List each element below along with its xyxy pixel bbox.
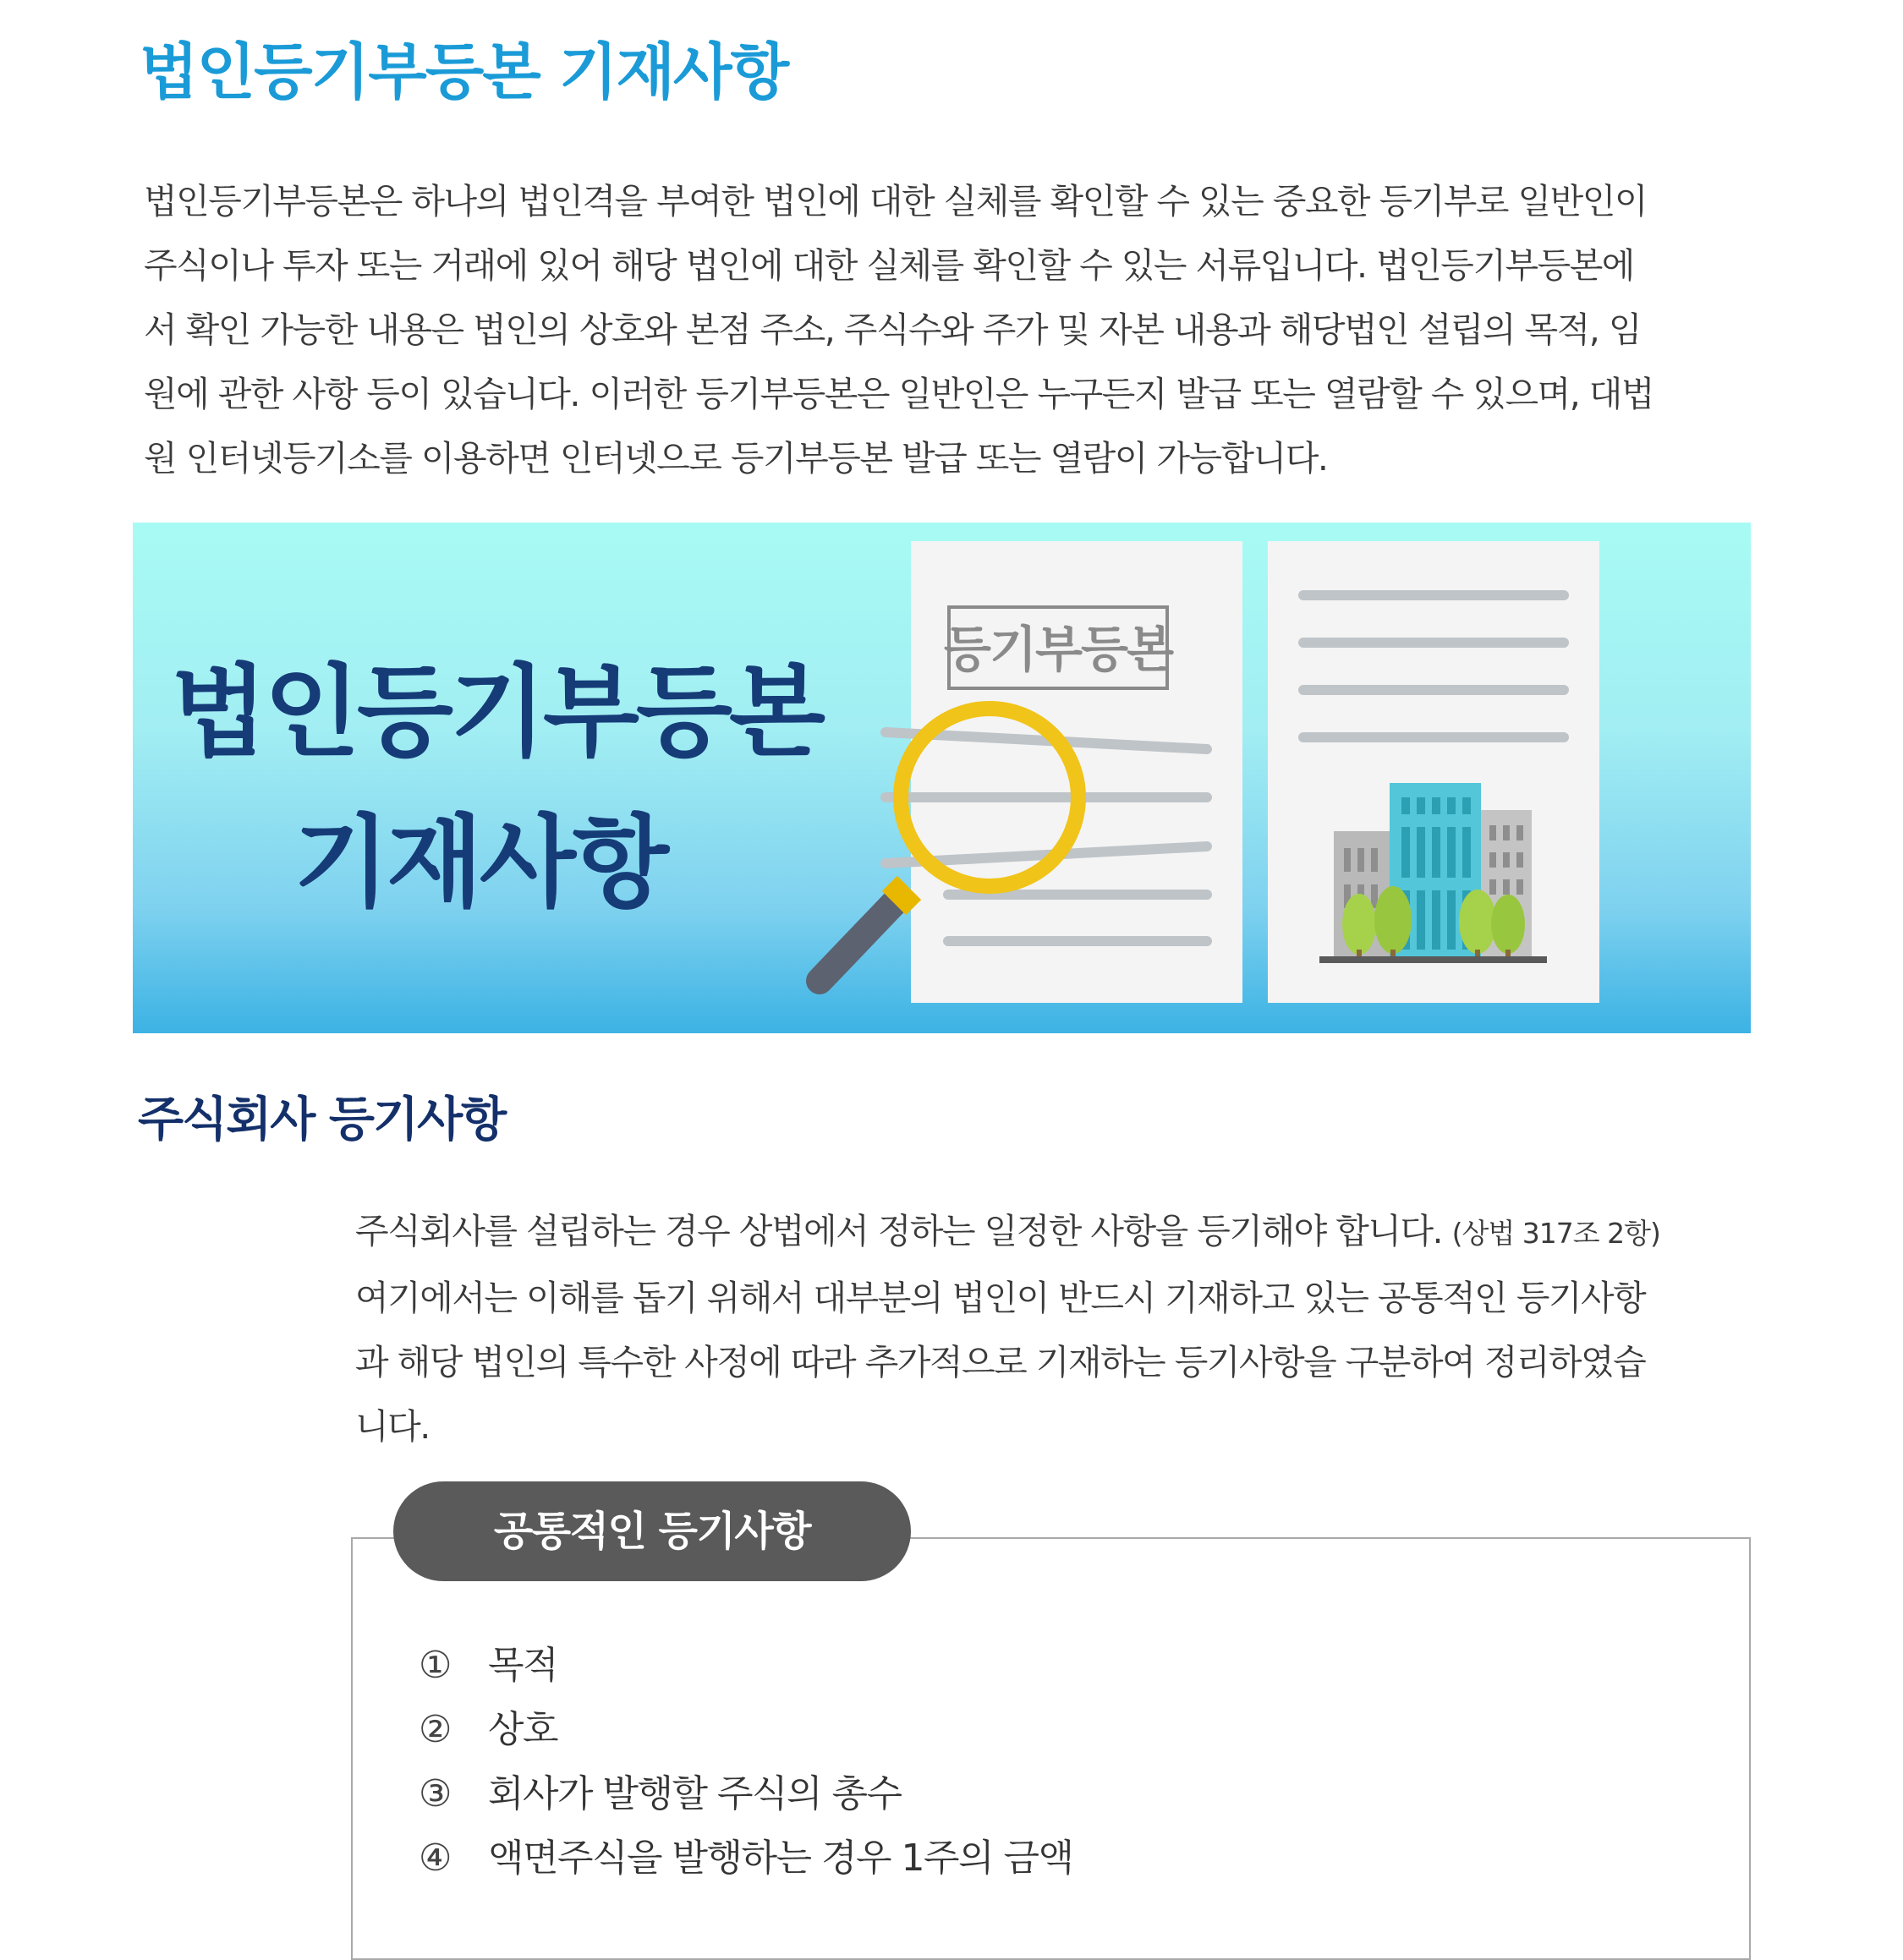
- intro-line: 서 확인 가능한 내용은 법인의 상호와 본점 주소, 주식수와 주가 및 자본 내용과 해당법인 설립의 목적, 임: [144, 309, 1641, 350]
- item-number: ②: [419, 1708, 451, 1751]
- item-number: ④: [419, 1837, 451, 1880]
- law-reference: (상법 317조 2항): [1451, 1217, 1660, 1250]
- banner-title-line2: 기재사항: [293, 804, 666, 921]
- item-text: 목적: [488, 1644, 558, 1687]
- list-item: [419, 1762, 1073, 1826]
- common-items-tab: 공통적인 등기사항: [393, 1481, 911, 1581]
- intro-line: 주식이나 투자 또는 거래에 있어 해당 법인에 대한 실체를 확인할 수 있는 서류입니다. 법인등기부등본에: [144, 245, 1634, 286]
- intro-line: 원 인터넷등기소를 이용하면 인터넷으로 등기부등본 발급 또는 열람이 가능합니다.: [144, 438, 1328, 479]
- common-items-list: [419, 1634, 1073, 1891]
- list-item: [419, 1698, 1073, 1762]
- banner-illustration: [133, 523, 1751, 1033]
- list-item: [419, 1634, 1073, 1698]
- list-item: [419, 1826, 1073, 1891]
- intro-line: 법인등기부등본은 하나의 법인격을 부여한 법인에 대한 실체를 확인할 수 있는 중요한 등기부로 일반인이: [144, 181, 1647, 222]
- item-text: 액면주식을 발행하는 경우 1주의 금액: [488, 1837, 1073, 1880]
- document-label: 등기부등본: [943, 621, 1173, 678]
- intro-line: 원에 관한 사항 등이 있습니다. 이러한 등기부등본은 일반인은 누구든지 발급 또는 열람할 수 있으며, 대법: [144, 374, 1653, 414]
- section-title: 주식회사 등기사항: [138, 1092, 506, 1147]
- item-number: ①: [419, 1644, 451, 1687]
- section-paragraph: [355, 1199, 1759, 1459]
- document-left-icon: [886, 541, 1242, 1003]
- banner-title-line1: 법인등기부등본: [171, 654, 822, 770]
- section-line: 여기에서는 이해를 돕기 위해서 대부분의 법인이 반드시 기재하고 있는 공통적인 등기사항: [355, 1278, 1646, 1318]
- item-text: 상호: [488, 1708, 558, 1751]
- section-line-text: 주식회사를 설립하는 경우 상법에서 정하는 일정한 사항을 등기해야 합니다.: [355, 1211, 1443, 1251]
- section-line: 니다.: [355, 1406, 430, 1447]
- banner-image: [133, 523, 1751, 1033]
- item-number: ③: [419, 1772, 451, 1815]
- section-line: [355, 1199, 1759, 1266]
- section-line: 과 해당 법인의 특수한 사정에 따라 추가적으로 기재하는 등기사항을 구분하여 정리하였습: [355, 1342, 1646, 1382]
- intro-paragraph: [144, 169, 1793, 490]
- page-title: 법인등기부등본 기재사항: [140, 36, 788, 107]
- item-text: 회사가 발행할 주식의 총수: [488, 1772, 902, 1815]
